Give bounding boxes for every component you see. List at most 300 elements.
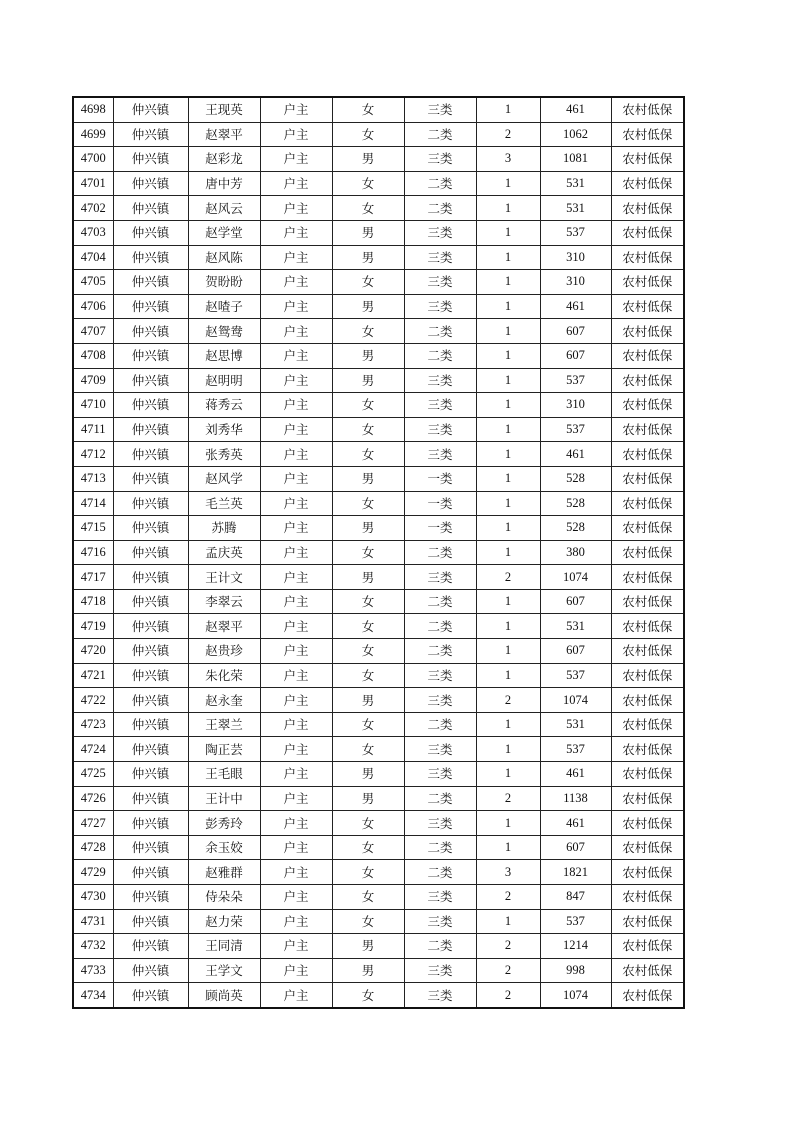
cell-household-size: 1: [476, 589, 540, 614]
table-row: [73, 245, 684, 270]
cell-row-number: 4703: [73, 220, 113, 245]
cell-row-number: 4708: [73, 343, 113, 368]
cell-gender: 女: [332, 540, 404, 565]
cell-town: 仲兴镇: [113, 319, 188, 344]
cell-row-number: 4711: [73, 417, 113, 442]
cell-relation: 户主: [260, 786, 332, 811]
cell-amount: 537: [540, 737, 611, 762]
cell-category: 二类: [404, 540, 476, 565]
cell-gender: 女: [332, 860, 404, 885]
cell-name: 苏腾: [188, 516, 260, 541]
cell-town: 仲兴镇: [113, 540, 188, 565]
cell-amount: 461: [540, 97, 611, 122]
cell-row-number: 4710: [73, 393, 113, 418]
cell-town: 仲兴镇: [113, 565, 188, 590]
cell-gender: 女: [332, 663, 404, 688]
cell-assistance-type: 农村低保: [611, 343, 684, 368]
cell-category: 三类: [404, 245, 476, 270]
cell-name: 贺盼盼: [188, 270, 260, 295]
cell-town: 仲兴镇: [113, 663, 188, 688]
cell-row-number: 4709: [73, 368, 113, 393]
cell-amount: 380: [540, 540, 611, 565]
cell-town: 仲兴镇: [113, 516, 188, 541]
cell-category: 二类: [404, 343, 476, 368]
cell-name: 赵风云: [188, 196, 260, 221]
cell-relation: 户主: [260, 393, 332, 418]
table-row: [73, 466, 684, 491]
cell-gender: 女: [332, 835, 404, 860]
cell-town: 仲兴镇: [113, 786, 188, 811]
cell-household-size: 1: [476, 491, 540, 516]
cell-household-size: 3: [476, 147, 540, 172]
cell-town: 仲兴镇: [113, 491, 188, 516]
cell-category: 三类: [404, 811, 476, 836]
table-row: [73, 171, 684, 196]
cell-assistance-type: 农村低保: [611, 958, 684, 983]
cell-row-number: 4721: [73, 663, 113, 688]
table-row: [73, 786, 684, 811]
cell-household-size: 1: [476, 171, 540, 196]
cell-household-size: 1: [476, 639, 540, 664]
cell-household-size: 2: [476, 122, 540, 147]
cell-assistance-type: 农村低保: [611, 491, 684, 516]
cell-amount: 1081: [540, 147, 611, 172]
cell-amount: 531: [540, 614, 611, 639]
cell-relation: 户主: [260, 442, 332, 467]
cell-household-size: 2: [476, 934, 540, 959]
cell-town: 仲兴镇: [113, 860, 188, 885]
cell-gender: 女: [332, 909, 404, 934]
cell-assistance-type: 农村低保: [611, 885, 684, 910]
cell-category: 三类: [404, 983, 476, 1008]
cell-amount: 461: [540, 294, 611, 319]
cell-gender: 女: [332, 319, 404, 344]
cell-relation: 户主: [260, 245, 332, 270]
cell-town: 仲兴镇: [113, 712, 188, 737]
cell-name: 李翠云: [188, 589, 260, 614]
cell-amount: 310: [540, 393, 611, 418]
cell-gender: 男: [332, 688, 404, 713]
cell-relation: 户主: [260, 491, 332, 516]
cell-category: 三类: [404, 270, 476, 295]
cell-household-size: 1: [476, 220, 540, 245]
cell-name: 赵学堂: [188, 220, 260, 245]
cell-amount: 607: [540, 835, 611, 860]
cell-name: 余玉姣: [188, 835, 260, 860]
cell-category: 二类: [404, 196, 476, 221]
table-row: [73, 417, 684, 442]
cell-assistance-type: 农村低保: [611, 147, 684, 172]
cell-town: 仲兴镇: [113, 639, 188, 664]
cell-amount: 847: [540, 885, 611, 910]
cell-assistance-type: 农村低保: [611, 122, 684, 147]
cell-gender: 男: [332, 466, 404, 491]
cell-town: 仲兴镇: [113, 393, 188, 418]
cell-row-number: 4700: [73, 147, 113, 172]
cell-relation: 户主: [260, 934, 332, 959]
table-row: [73, 934, 684, 959]
cell-row-number: 4704: [73, 245, 113, 270]
cell-category: 二类: [404, 934, 476, 959]
cell-category: 二类: [404, 712, 476, 737]
cell-assistance-type: 农村低保: [611, 220, 684, 245]
cell-gender: 男: [332, 220, 404, 245]
cell-row-number: 4701: [73, 171, 113, 196]
cell-name: 赵喳子: [188, 294, 260, 319]
cell-relation: 户主: [260, 171, 332, 196]
cell-category: 三类: [404, 958, 476, 983]
cell-household-size: 1: [476, 270, 540, 295]
cell-row-number: 4706: [73, 294, 113, 319]
cell-gender: 女: [332, 639, 404, 664]
table-row: [73, 220, 684, 245]
cell-row-number: 4731: [73, 909, 113, 934]
cell-relation: 户主: [260, 122, 332, 147]
cell-row-number: 4723: [73, 712, 113, 737]
cell-name: 孟庆英: [188, 540, 260, 565]
cell-category: 三类: [404, 565, 476, 590]
cell-row-number: 4713: [73, 466, 113, 491]
cell-gender: 女: [332, 589, 404, 614]
table-row: [73, 516, 684, 541]
cell-name: 王计文: [188, 565, 260, 590]
cell-assistance-type: 农村低保: [611, 934, 684, 959]
cell-relation: 户主: [260, 516, 332, 541]
table-row: [73, 294, 684, 319]
cell-town: 仲兴镇: [113, 835, 188, 860]
cell-category: 三类: [404, 688, 476, 713]
cell-amount: 528: [540, 516, 611, 541]
cell-gender: 女: [332, 171, 404, 196]
cell-row-number: 4728: [73, 835, 113, 860]
cell-relation: 户主: [260, 196, 332, 221]
cell-town: 仲兴镇: [113, 417, 188, 442]
table-row: [73, 835, 684, 860]
cell-relation: 户主: [260, 540, 332, 565]
cell-household-size: 1: [476, 466, 540, 491]
cell-relation: 户主: [260, 614, 332, 639]
cell-household-size: 2: [476, 958, 540, 983]
cell-relation: 户主: [260, 466, 332, 491]
cell-category: 二类: [404, 639, 476, 664]
cell-relation: 户主: [260, 885, 332, 910]
cell-household-size: 1: [476, 540, 540, 565]
cell-category: 一类: [404, 516, 476, 541]
cell-amount: 310: [540, 245, 611, 270]
cell-amount: 537: [540, 417, 611, 442]
cell-household-size: 1: [476, 712, 540, 737]
cell-assistance-type: 农村低保: [611, 565, 684, 590]
cell-relation: 户主: [260, 663, 332, 688]
cell-name: 赵鸳鸯: [188, 319, 260, 344]
cell-household-size: 2: [476, 885, 540, 910]
cell-name: 赵风陈: [188, 245, 260, 270]
cell-household-size: 1: [476, 368, 540, 393]
cell-assistance-type: 农村低保: [611, 663, 684, 688]
cell-household-size: 1: [476, 663, 540, 688]
table-row: [73, 442, 684, 467]
cell-relation: 户主: [260, 909, 332, 934]
cell-household-size: 2: [476, 565, 540, 590]
cell-name: 侍朵朵: [188, 885, 260, 910]
cell-household-size: 1: [476, 97, 540, 122]
cell-gender: 男: [332, 343, 404, 368]
cell-row-number: 4714: [73, 491, 113, 516]
cell-row-number: 4725: [73, 762, 113, 787]
cell-name: 刘秀华: [188, 417, 260, 442]
cell-amount: 1074: [540, 983, 611, 1008]
cell-row-number: 4702: [73, 196, 113, 221]
cell-assistance-type: 农村低保: [611, 639, 684, 664]
table-row: [73, 491, 684, 516]
cell-name: 赵思博: [188, 343, 260, 368]
cell-category: 三类: [404, 368, 476, 393]
cell-row-number: 4734: [73, 983, 113, 1008]
cell-category: 二类: [404, 589, 476, 614]
cell-town: 仲兴镇: [113, 885, 188, 910]
cell-amount: 531: [540, 712, 611, 737]
cell-household-size: 1: [476, 737, 540, 762]
cell-name: 陶正芸: [188, 737, 260, 762]
cell-name: 蒋秀云: [188, 393, 260, 418]
cell-assistance-type: 农村低保: [611, 712, 684, 737]
cell-row-number: 4733: [73, 958, 113, 983]
cell-gender: 女: [332, 196, 404, 221]
cell-amount: 607: [540, 319, 611, 344]
cell-gender: 男: [332, 368, 404, 393]
cell-row-number: 4699: [73, 122, 113, 147]
cell-gender: 女: [332, 417, 404, 442]
cell-gender: 女: [332, 885, 404, 910]
table-body: [73, 97, 684, 1008]
cell-assistance-type: 农村低保: [611, 786, 684, 811]
cell-category: 二类: [404, 122, 476, 147]
table-row: [73, 639, 684, 664]
cell-town: 仲兴镇: [113, 270, 188, 295]
cell-relation: 户主: [260, 147, 332, 172]
cell-row-number: 4724: [73, 737, 113, 762]
cell-name: 赵永奎: [188, 688, 260, 713]
table-row: [73, 393, 684, 418]
cell-category: 三类: [404, 294, 476, 319]
table-row: [73, 860, 684, 885]
cell-assistance-type: 农村低保: [611, 860, 684, 885]
cell-household-size: 1: [476, 909, 540, 934]
cell-gender: 女: [332, 811, 404, 836]
cell-amount: 607: [540, 639, 611, 664]
cell-amount: 607: [540, 343, 611, 368]
cell-town: 仲兴镇: [113, 983, 188, 1008]
table-row: [73, 712, 684, 737]
cell-row-number: 4722: [73, 688, 113, 713]
cell-town: 仲兴镇: [113, 343, 188, 368]
cell-gender: 女: [332, 983, 404, 1008]
cell-assistance-type: 农村低保: [611, 245, 684, 270]
cell-town: 仲兴镇: [113, 171, 188, 196]
cell-name: 赵彩龙: [188, 147, 260, 172]
cell-row-number: 4716: [73, 540, 113, 565]
cell-town: 仲兴镇: [113, 147, 188, 172]
cell-assistance-type: 农村低保: [611, 516, 684, 541]
table-row: [73, 270, 684, 295]
cell-amount: 1821: [540, 860, 611, 885]
table-row: [73, 589, 684, 614]
cell-household-size: 1: [476, 516, 540, 541]
cell-assistance-type: 农村低保: [611, 97, 684, 122]
cell-gender: 男: [332, 294, 404, 319]
cell-relation: 户主: [260, 294, 332, 319]
cell-row-number: 4732: [73, 934, 113, 959]
cell-gender: 男: [332, 565, 404, 590]
cell-amount: 1138: [540, 786, 611, 811]
cell-assistance-type: 农村低保: [611, 737, 684, 762]
cell-town: 仲兴镇: [113, 122, 188, 147]
cell-name: 王同清: [188, 934, 260, 959]
cell-assistance-type: 农村低保: [611, 762, 684, 787]
cell-row-number: 4718: [73, 589, 113, 614]
cell-town: 仲兴镇: [113, 466, 188, 491]
cell-amount: 998: [540, 958, 611, 983]
cell-amount: 531: [540, 171, 611, 196]
cell-name: 王学文: [188, 958, 260, 983]
table-row: [73, 983, 684, 1008]
table-row: [73, 811, 684, 836]
cell-household-size: 1: [476, 442, 540, 467]
cell-amount: 537: [540, 663, 611, 688]
cell-gender: 女: [332, 614, 404, 639]
table-row: [73, 368, 684, 393]
cell-gender: 男: [332, 762, 404, 787]
cell-town: 仲兴镇: [113, 762, 188, 787]
cell-row-number: 4712: [73, 442, 113, 467]
cell-assistance-type: 农村低保: [611, 466, 684, 491]
cell-relation: 户主: [260, 639, 332, 664]
cell-row-number: 4707: [73, 319, 113, 344]
cell-relation: 户主: [260, 270, 332, 295]
table-row: [73, 688, 684, 713]
cell-name: 唐中芳: [188, 171, 260, 196]
cell-amount: 537: [540, 909, 611, 934]
cell-gender: 女: [332, 442, 404, 467]
cell-amount: 461: [540, 811, 611, 836]
cell-assistance-type: 农村低保: [611, 294, 684, 319]
cell-name: 赵贵珍: [188, 639, 260, 664]
cell-gender: 男: [332, 958, 404, 983]
cell-category: 二类: [404, 860, 476, 885]
cell-relation: 户主: [260, 343, 332, 368]
cell-household-size: 1: [476, 835, 540, 860]
cell-amount: 461: [540, 442, 611, 467]
cell-relation: 户主: [260, 417, 332, 442]
cell-amount: 1062: [540, 122, 611, 147]
cell-category: 三类: [404, 442, 476, 467]
cell-gender: 男: [332, 245, 404, 270]
cell-name: 彭秀玲: [188, 811, 260, 836]
cell-amount: 607: [540, 589, 611, 614]
cell-household-size: 1: [476, 417, 540, 442]
cell-town: 仲兴镇: [113, 196, 188, 221]
cell-relation: 户主: [260, 565, 332, 590]
cell-town: 仲兴镇: [113, 688, 188, 713]
cell-category: 三类: [404, 147, 476, 172]
cell-assistance-type: 农村低保: [611, 540, 684, 565]
cell-name: 赵力荣: [188, 909, 260, 934]
cell-amount: 537: [540, 220, 611, 245]
cell-gender: 男: [332, 786, 404, 811]
cell-category: 三类: [404, 885, 476, 910]
cell-household-size: 1: [476, 393, 540, 418]
cell-category: 三类: [404, 97, 476, 122]
cell-town: 仲兴镇: [113, 737, 188, 762]
cell-category: 二类: [404, 786, 476, 811]
cell-household-size: 1: [476, 614, 540, 639]
cell-row-number: 4720: [73, 639, 113, 664]
cell-amount: 461: [540, 762, 611, 787]
cell-town: 仲兴镇: [113, 442, 188, 467]
table-row: [73, 885, 684, 910]
cell-assistance-type: 农村低保: [611, 319, 684, 344]
cell-gender: 女: [332, 737, 404, 762]
cell-name: 赵明明: [188, 368, 260, 393]
table-row: [73, 663, 684, 688]
cell-town: 仲兴镇: [113, 958, 188, 983]
cell-gender: 女: [332, 97, 404, 122]
cell-town: 仲兴镇: [113, 97, 188, 122]
cell-town: 仲兴镇: [113, 614, 188, 639]
cell-relation: 户主: [260, 220, 332, 245]
beneficiary-table: [72, 96, 685, 1009]
cell-row-number: 4705: [73, 270, 113, 295]
cell-household-size: 1: [476, 294, 540, 319]
cell-amount: 528: [540, 491, 611, 516]
cell-amount: 1214: [540, 934, 611, 959]
cell-name: 王毛眼: [188, 762, 260, 787]
cell-category: 二类: [404, 319, 476, 344]
cell-relation: 户主: [260, 97, 332, 122]
cell-relation: 户主: [260, 589, 332, 614]
table-row: [73, 737, 684, 762]
cell-category: 三类: [404, 663, 476, 688]
cell-household-size: 1: [476, 319, 540, 344]
cell-category: 三类: [404, 417, 476, 442]
cell-category: 三类: [404, 762, 476, 787]
cell-relation: 户主: [260, 712, 332, 737]
cell-assistance-type: 农村低保: [611, 688, 684, 713]
cell-name: 赵风学: [188, 466, 260, 491]
cell-household-size: 1: [476, 811, 540, 836]
cell-assistance-type: 农村低保: [611, 442, 684, 467]
cell-gender: 男: [332, 147, 404, 172]
cell-relation: 户主: [260, 860, 332, 885]
cell-name: 赵翠平: [188, 614, 260, 639]
table-row: [73, 122, 684, 147]
cell-name: 毛兰英: [188, 491, 260, 516]
cell-category: 一类: [404, 466, 476, 491]
cell-amount: 1074: [540, 688, 611, 713]
cell-row-number: 4698: [73, 97, 113, 122]
cell-relation: 户主: [260, 368, 332, 393]
cell-row-number: 4727: [73, 811, 113, 836]
cell-category: 三类: [404, 737, 476, 762]
cell-gender: 男: [332, 516, 404, 541]
cell-assistance-type: 农村低保: [611, 983, 684, 1008]
cell-amount: 528: [540, 466, 611, 491]
cell-assistance-type: 农村低保: [611, 417, 684, 442]
cell-household-size: 1: [476, 343, 540, 368]
cell-town: 仲兴镇: [113, 589, 188, 614]
cell-relation: 户主: [260, 737, 332, 762]
cell-assistance-type: 农村低保: [611, 393, 684, 418]
